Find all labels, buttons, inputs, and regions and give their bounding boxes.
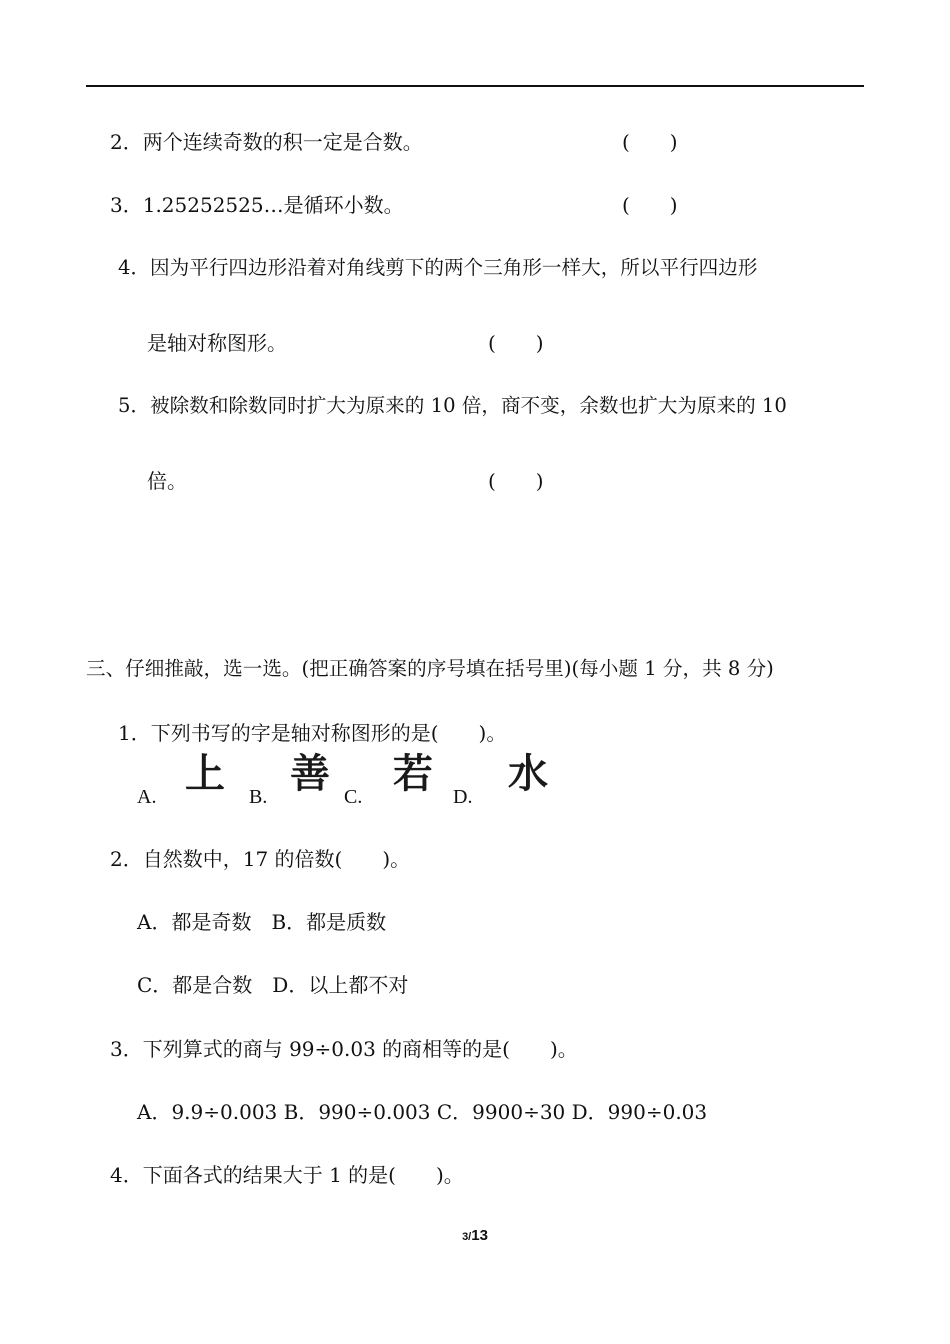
option-d-glyph: 水 [508,751,548,797]
judge-question-2: 2．两个连续奇数的积一定是合数。 [110,130,423,154]
option-b-glyph: 善 [290,751,330,797]
current-page: 3/ [462,1231,472,1243]
judge-question-3: 3．1.25252525…是循环小数。 [110,193,404,217]
answer-paren-2[interactable]: ( ) [622,130,678,154]
answer-paren-3[interactable]: ( ) [622,193,678,217]
choice-question-2: 2．自然数中，17 的倍数( )。 [110,847,411,871]
judge-question-5-line2: 倍。 [147,469,187,493]
option-a-label[interactable]: A. [137,786,157,808]
page-number [0,1226,950,1247]
choice-question-1: 1．下列书写的字是轴对称图形的是( )。 [118,721,507,745]
option-b-label[interactable]: B. [249,786,268,808]
answer-paren-4[interactable]: ( ) [488,331,544,355]
total-pages: 13 [471,1227,488,1244]
choice-question-2-options-2: C．都是合数 D．以上都不对 [137,973,409,997]
choice-question-3: 3．下列算式的商与 99÷0.03 的商相等的是( )。 [110,1037,578,1061]
choice-question-2-options-1: A．都是奇数 B．都是质数 [137,910,387,934]
option-c-label[interactable]: C. [344,786,363,808]
choice-question-3-options: A．9.9÷0.003 B．990÷0.003 C．9900÷30 D．990÷0.03 [137,1100,708,1124]
judge-question-4-line1: 4．因为平行四边形沿着对角线剪下的两个三角形一样大，所以平行四边形 [118,256,758,279]
option-d-label[interactable]: D. [453,786,473,808]
choice-question-4: 4．下面各式的结果大于 1 的是( )。 [110,1163,464,1187]
judge-question-4-line2: 是轴对称图形。 [147,331,287,355]
option-c-glyph: 若 [393,751,433,797]
option-a-glyph: 上 [185,751,225,797]
section-3-heading: 三、仔细推敲，选一选。(把正确答案的序号填在括号里)(每小题 1 分，共 8 分) [86,657,774,680]
judge-question-5-line1: 5．被除数和除数同时扩大为原来的 10 倍，商不变，余数也扩大为原来的 10 [118,394,787,417]
answer-paren-5[interactable]: ( ) [488,469,544,493]
header-rule [86,85,864,87]
